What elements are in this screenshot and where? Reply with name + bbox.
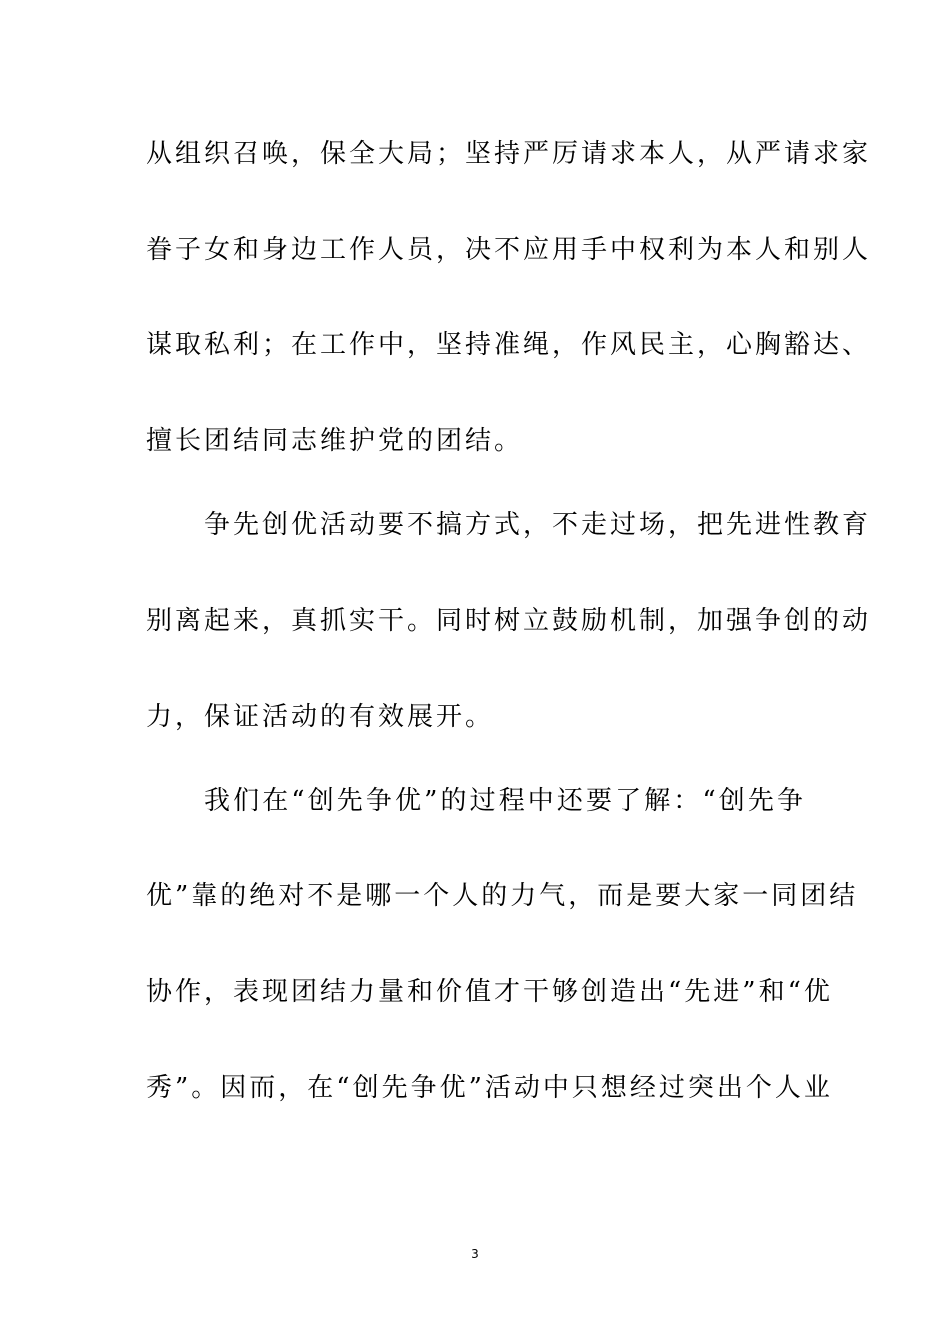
text-line: 协作，表现团结力量和价值才干够创造出“先进”和“优: [146, 977, 833, 1007]
page-number: 3: [471, 1247, 479, 1261]
paragraph-first-line: 我们在“创先争优”的过程中还要了解：“创先争: [204, 786, 806, 816]
paragraph-first-line: 争先创优活动要不搞方式，不走过场，把先进性教育: [204, 510, 872, 540]
text-line: 力，保证活动的有效展开。: [146, 702, 495, 732]
text-line: 别离起来，真抓实干。同时树立鼓励机制，加强争创的动: [146, 606, 872, 636]
text-line: 从组织召唤，保全大局；坚持严厉请求本人，从严请求家: [146, 139, 872, 169]
text-line: 擅长团结同志维护党的团结。: [146, 426, 524, 456]
text-line: 秀”。因而，在“创先争优”活动中只想经过突出个人业: [146, 1073, 833, 1103]
text-line: 优”靠的绝对不是哪一个人的力气，而是要大家一同团结: [146, 881, 859, 911]
text-line: 眷子女和身边工作人员，决不应用手中权利为本人和别人: [146, 235, 872, 265]
text-line: 谋取私利；在工作中，坚持准绳，作风民主，心胸豁达、: [146, 330, 872, 360]
